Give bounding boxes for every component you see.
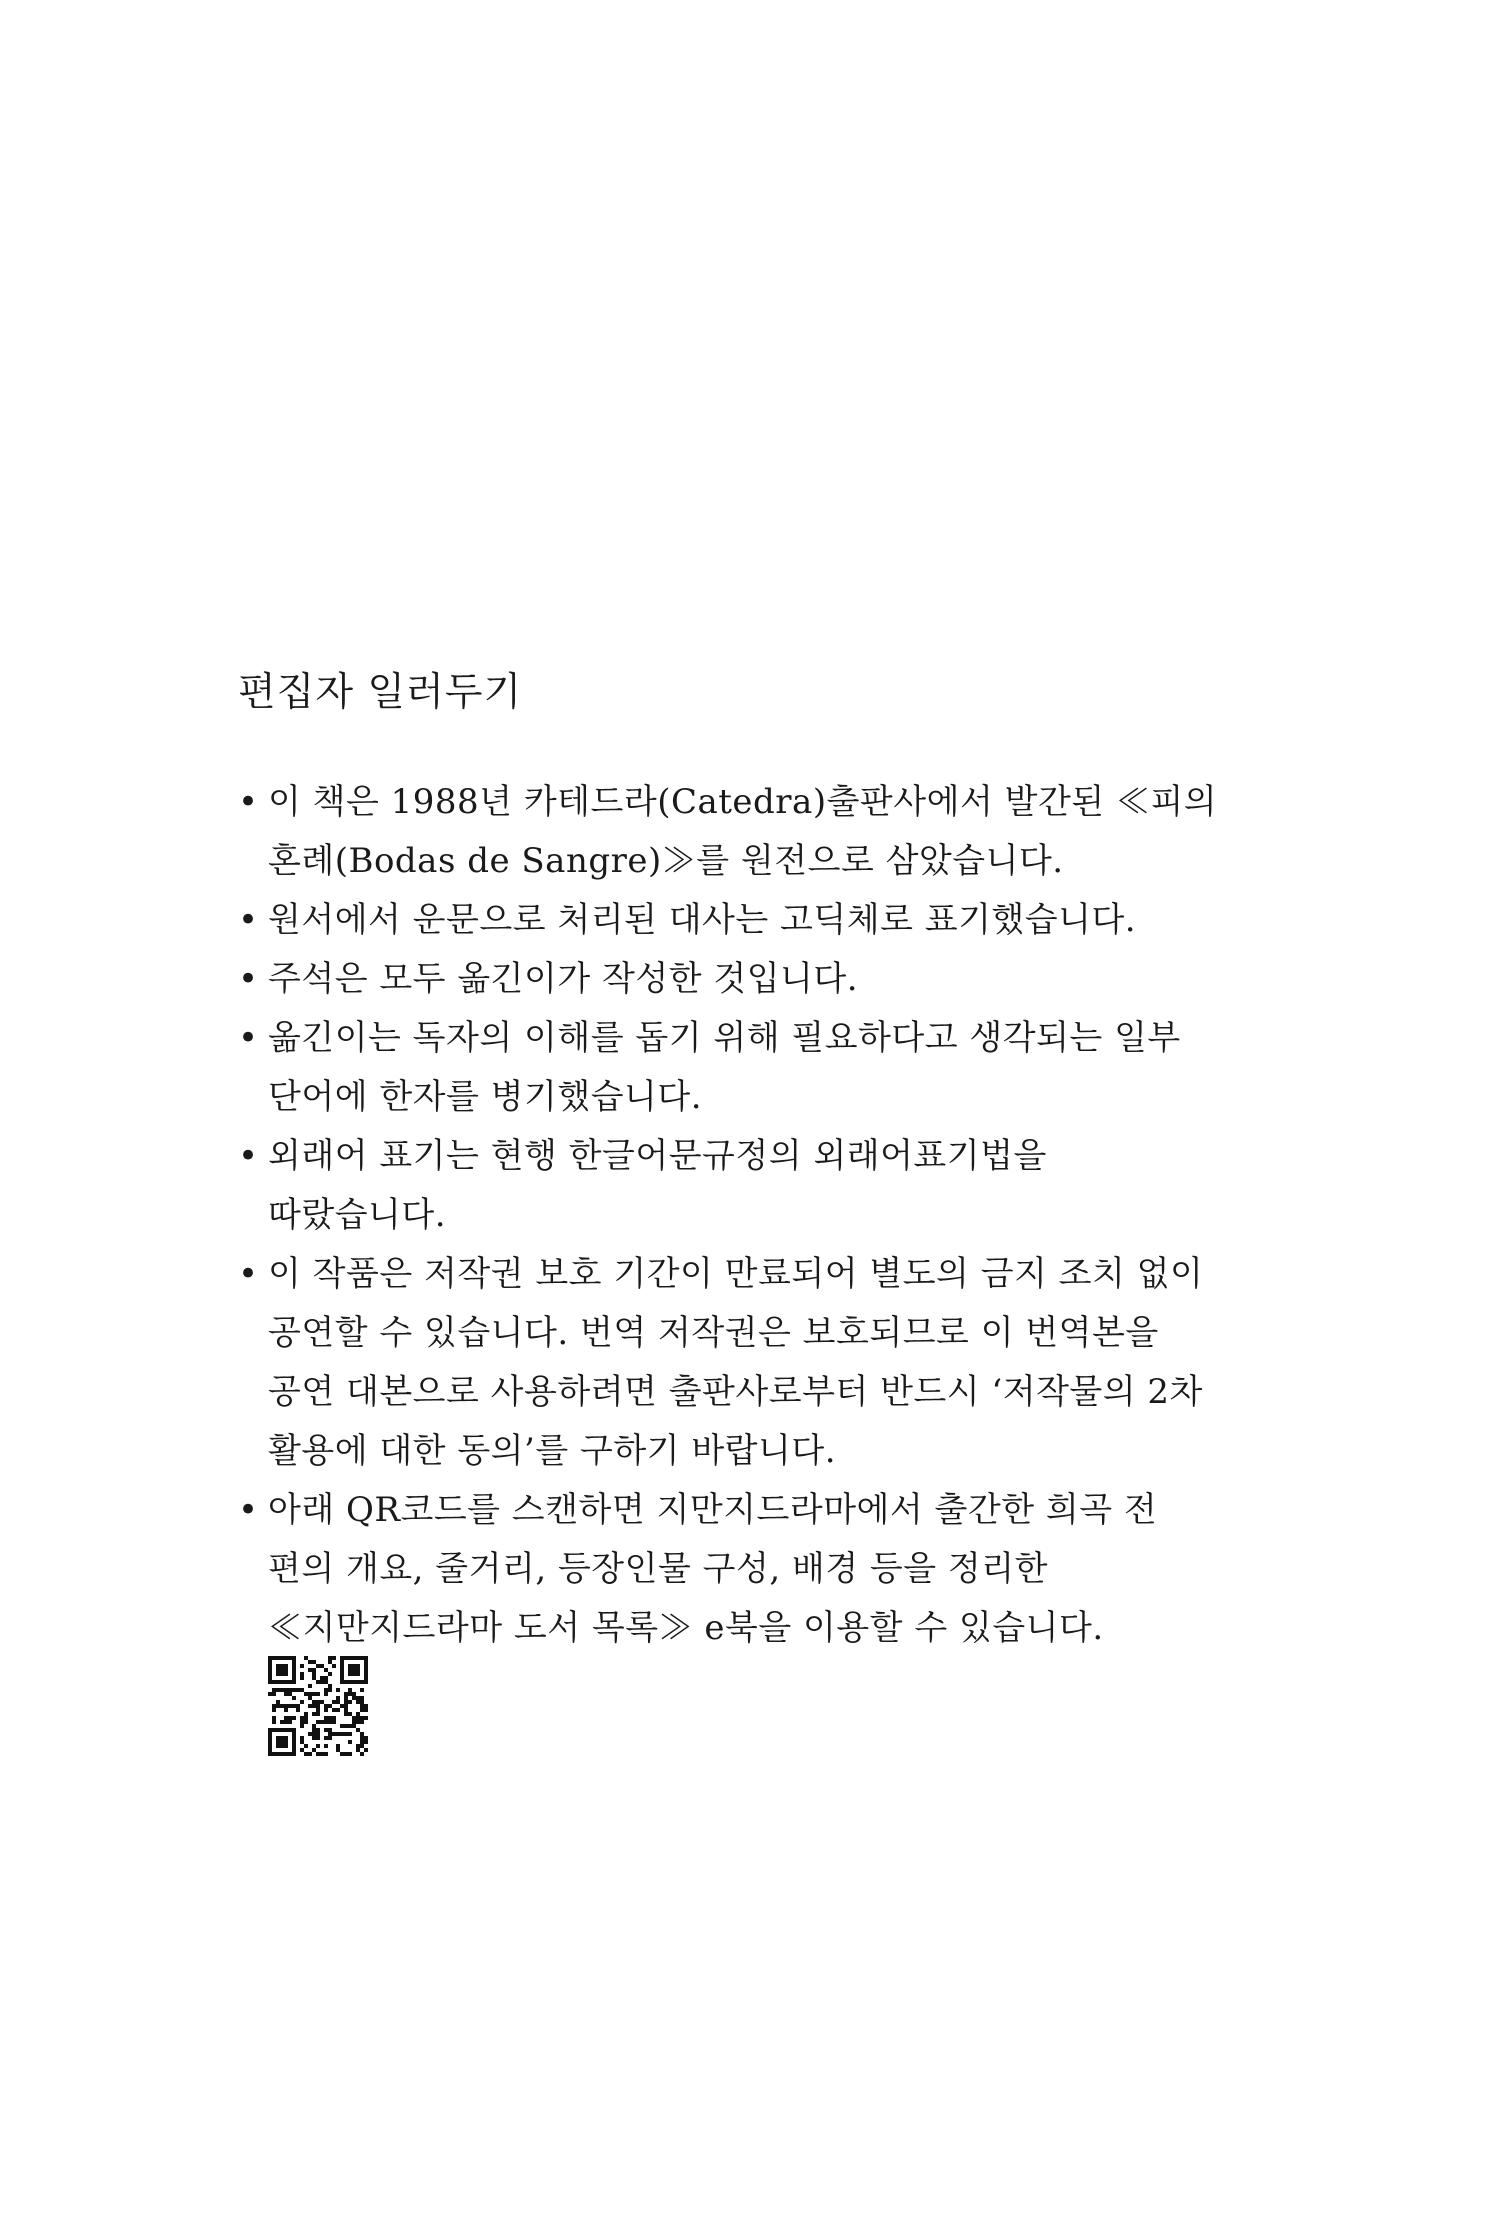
- note-line: 단어에 한자를 병기했습니다.: [268, 1076, 703, 1117]
- note-line: ≪지만지드라마 도서 목록≫ e북을 이용할 수 있습니다.: [268, 1607, 1104, 1648]
- bullet-icon: •: [238, 1017, 259, 1058]
- note-line: 이 책은 1988년 카테드라(Catedra)출판사에서 발간된 ≪피의: [268, 781, 1218, 822]
- list-item: [238, 891, 1238, 950]
- note-line: 외래어 표기는 현행 한글어문규정의 외래어표기법을: [268, 1135, 1047, 1176]
- bullet-icon: •: [238, 1135, 259, 1176]
- list-item: [238, 950, 1238, 1009]
- editor-notes: [238, 670, 1238, 1658]
- note-line: 아래 QR코드를 스캔하면 지만지드라마에서 출간한 희곡 전: [268, 1489, 1158, 1530]
- list-item: [238, 1245, 1238, 1481]
- list-item: [238, 773, 1238, 891]
- qr-code-icon[interactable]: [268, 1656, 368, 1756]
- note-line: 편의 개요, 줄거리, 등장인물 구성, 배경 등을 정리한: [268, 1548, 1048, 1589]
- bullet-icon: •: [238, 781, 259, 822]
- bullet-icon: •: [238, 958, 259, 999]
- list-item: [238, 1127, 1238, 1245]
- note-line: 따랐습니다.: [268, 1194, 447, 1235]
- bullet-icon: •: [238, 1489, 259, 1530]
- bullet-icon: •: [238, 1253, 259, 1294]
- bullet-icon: •: [238, 899, 259, 940]
- note-line: 혼례(Bodas de Sangre)≫를 원전으로 삼았습니다.: [268, 840, 1064, 881]
- note-line: 옮긴이는 독자의 이해를 돕기 위해 필요하다고 생각되는 일부: [268, 1017, 1181, 1058]
- note-line: 공연 대본으로 사용하려면 출판사로부터 반드시 ‘저작물의 2차: [268, 1371, 1203, 1412]
- notes-list: [238, 773, 1238, 1658]
- list-item: [238, 1009, 1238, 1127]
- note-line: 공연할 수 있습니다. 번역 저작권은 보호되므로 이 번역본을: [268, 1312, 1159, 1353]
- note-line: 이 작품은 저작권 보호 기간이 만료되어 별도의 금지 조치 없이: [268, 1253, 1204, 1294]
- note-line: 원서에서 운문으로 처리된 대사는 고딕체로 표기했습니다.: [268, 899, 1137, 940]
- notes-title: 편집자 일러두기: [238, 670, 523, 715]
- note-line: 주석은 모두 옮긴이가 작성한 것입니다.: [268, 958, 859, 999]
- note-line: 활용에 대한 동의’를 구하기 바랍니다.: [268, 1430, 837, 1471]
- list-item: [238, 1481, 1238, 1658]
